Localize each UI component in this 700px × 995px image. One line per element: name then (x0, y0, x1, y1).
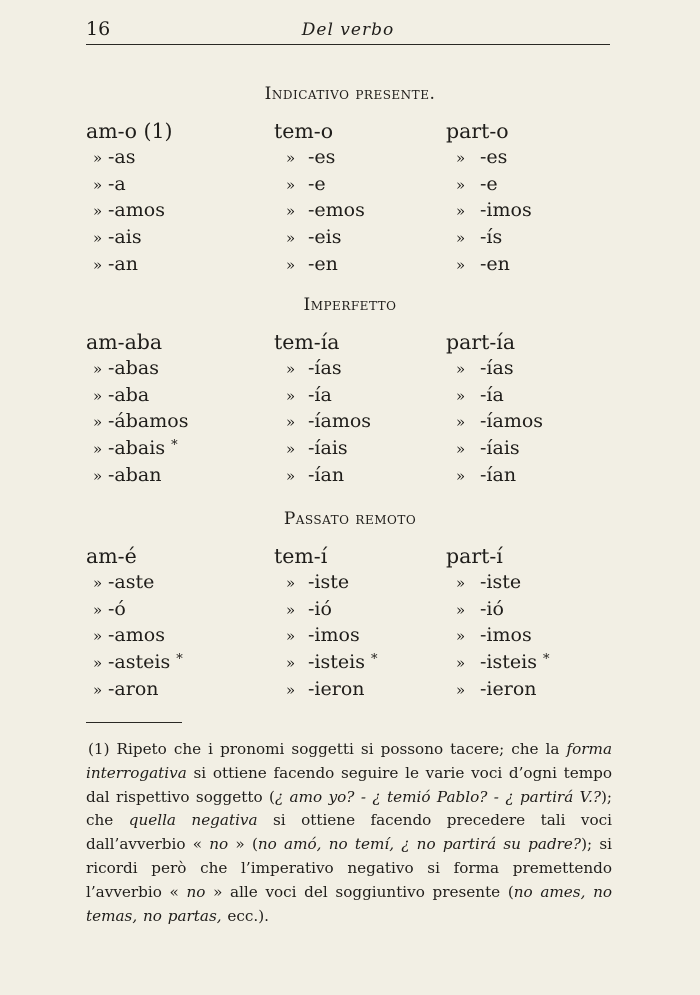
verb-form: -en (308, 252, 338, 275)
conjugation-cell (446, 598, 504, 620)
conjugation-cell (86, 384, 149, 406)
conjugation-cell (446, 651, 549, 673)
verb-form: -e (480, 172, 498, 195)
conjugation-cell (446, 384, 504, 406)
verb-form: -amos (108, 624, 165, 647)
ditto-mark: » (93, 600, 103, 619)
footnote-italic-text: quella negativa (128, 811, 258, 830)
verb-form: -ías (480, 356, 514, 379)
conjugation-cell (274, 357, 342, 379)
conjugation-cell (274, 410, 371, 432)
ditto-mark: » (286, 466, 296, 485)
footnote-text: si ottiene facendo precedere tali voci dall’avverbio « (86, 811, 612, 854)
ditto-mark: » (456, 654, 466, 673)
ditto-mark: » (286, 255, 296, 274)
verb-form: -es (480, 145, 508, 168)
ditto-mark: » (93, 175, 103, 194)
conjugation-cell (274, 678, 365, 700)
conjugation-row (86, 410, 646, 437)
conjugation-cell (86, 330, 162, 354)
ditto-mark: » (93, 148, 103, 167)
conjugation-row (86, 544, 646, 571)
conjugation-cell (86, 678, 159, 700)
ditto-mark: » (93, 255, 103, 274)
conjugation-cell (446, 146, 507, 168)
ditto-mark: » (93, 440, 103, 459)
conjugation-cell (274, 173, 326, 195)
conjugation-cell (274, 437, 348, 459)
verb-form: -a (108, 172, 126, 195)
verb-form: -íais (480, 437, 520, 460)
verb-form: tem-ía (274, 330, 340, 354)
verb-form: -imos (480, 624, 532, 647)
ditto-mark: » (456, 175, 466, 194)
ditto-mark: » (456, 466, 466, 485)
conjugation-row (86, 464, 646, 491)
verb-form: -aban (108, 463, 162, 486)
asterisk-mark: * (176, 652, 183, 668)
conjugation-cell (446, 330, 515, 354)
footnote-text: ); si ricordi però che l’imperativo negativo si forma premettendo l’avverbio « (86, 835, 612, 901)
ditto-mark: » (286, 573, 296, 592)
footnote-rule (86, 722, 182, 723)
ditto-mark: » (286, 600, 296, 619)
verb-form: -amos (108, 199, 165, 222)
ditto-mark: » (456, 680, 466, 699)
conjugation-cell (86, 598, 126, 620)
conjugation-row (86, 173, 646, 200)
verb-form: -ían (480, 463, 517, 486)
verb-form: -imos (308, 624, 360, 647)
verb-form: tem-í (274, 544, 328, 568)
footnote-italic-text: no (186, 882, 206, 901)
ditto-mark: » (286, 386, 296, 405)
verb-form: tem-o (274, 119, 334, 143)
conjugation-row (86, 384, 646, 411)
verb-form: -ió (308, 597, 332, 620)
footnote-paragraph (86, 738, 612, 928)
ditto-mark: » (93, 627, 103, 646)
verb-form: part-í (446, 544, 503, 568)
ditto-mark: » (456, 202, 466, 221)
conjugation-cell (446, 437, 520, 459)
footnote-italic-text: forma interrogativa (86, 740, 612, 782)
conjugation-row (86, 624, 646, 651)
conjugation-cell (446, 464, 516, 486)
conjugation-cell (446, 199, 532, 221)
asterisk-mark: * (370, 652, 378, 668)
verb-form: -ieron (480, 677, 537, 700)
verb-form: -ía (308, 383, 332, 406)
conjugation-row (86, 598, 646, 625)
asterisk-mark: * (171, 438, 178, 454)
conjugation-cell (86, 651, 183, 673)
conjugation-row (86, 571, 646, 598)
conjugation-cell (446, 253, 510, 275)
ditto-mark: » (456, 148, 466, 167)
conjugation-cell (86, 437, 178, 459)
conjugation-cell (274, 253, 338, 275)
ditto-mark: » (93, 386, 103, 405)
verb-form: -isteis (480, 651, 537, 674)
ditto-mark: » (456, 359, 466, 378)
ditto-mark: » (286, 627, 296, 646)
ditto-mark: » (456, 600, 466, 619)
footnote-text: ecc.). (221, 906, 269, 925)
page-header (86, 14, 610, 45)
conjugation-cell (274, 571, 349, 593)
page-number: 16 (86, 18, 111, 40)
ditto-mark: » (93, 229, 103, 248)
footnote-italic-text: no ames, no temas, no partas, (86, 882, 612, 925)
conjugation-cell (86, 544, 137, 568)
conjugation-cell (86, 146, 136, 168)
ditto-mark: » (286, 654, 296, 673)
ditto-mark: » (93, 359, 103, 378)
verb-form: -en (480, 252, 510, 275)
conjugation-row (86, 678, 646, 705)
conjugation-row (86, 226, 646, 253)
conjugation-cell (446, 173, 498, 195)
ditto-mark: » (93, 202, 103, 221)
footnote-italic-text: no amó, no temí, ¿ no partirá su padre? (257, 835, 582, 854)
conjugation-cell (446, 119, 509, 143)
footnote-text: » alle voci del soggiuntivo presente ( (205, 882, 514, 901)
conjugation-cell (446, 410, 543, 432)
conjugation-row (86, 651, 646, 678)
footnote-italic-text: no (209, 835, 229, 854)
section-title-indicativo-presente: Indicativo presente. (264, 84, 436, 104)
conjugation-cell (86, 624, 165, 646)
verb-form: -íais (308, 437, 348, 460)
conjugation-table-indicativo-presente (86, 119, 646, 280)
verb-form: -emos (308, 199, 365, 222)
conjugation-cell (274, 199, 365, 221)
verb-form: -es (308, 145, 336, 168)
verb-form: part-o (446, 119, 509, 143)
conjugation-cell (274, 146, 335, 168)
conjugation-cell (86, 357, 159, 379)
conjugation-table-imperfetto (86, 330, 646, 491)
conjugation-cell (86, 173, 126, 195)
conjugation-cell (274, 598, 332, 620)
conjugation-cell (86, 464, 161, 486)
verb-form: -asteis (108, 651, 171, 674)
verb-form: -aba (108, 383, 150, 406)
verb-form: -aste (108, 570, 155, 593)
conjugation-cell (86, 119, 172, 143)
footnote-text: » ( (228, 835, 258, 854)
verb-form: am-é (86, 544, 137, 568)
ditto-mark: » (286, 175, 296, 194)
verb-form: -ábamos (108, 410, 189, 433)
verb-form: -ía (480, 383, 504, 406)
conjugation-row (86, 357, 646, 384)
verb-form: -ieron (308, 677, 365, 700)
ditto-mark: » (456, 255, 466, 274)
conjugation-row (86, 119, 646, 146)
footnote-italic-text: ¿ amo yo? - ¿ temió Pablo? - ¿ partirá V.? (274, 787, 601, 806)
conjugation-row (86, 199, 646, 226)
verb-form: -íamos (480, 410, 544, 433)
ditto-mark: » (93, 680, 103, 699)
verb-form: -ais (108, 226, 142, 249)
ditto-mark: » (286, 680, 296, 699)
verb-form: -ían (308, 463, 345, 486)
conjugation-cell (274, 544, 327, 568)
conjugation-row (86, 437, 646, 464)
running-title: Del verbo (301, 20, 395, 40)
conjugation-cell (274, 226, 342, 248)
ditto-mark: » (286, 202, 296, 221)
asterisk-mark: * (542, 652, 550, 668)
ditto-mark: » (456, 440, 466, 459)
ditto-mark: » (286, 413, 296, 432)
ditto-mark: » (93, 466, 103, 485)
footnote-text: si ottiene facendo seguire le varie voci d’ogni tempo dal rispettivo soggetto ( (86, 763, 612, 806)
footnote (86, 738, 612, 928)
verb-form: -e (308, 172, 326, 195)
conjugation-cell (86, 571, 154, 593)
conjugation-cell (446, 544, 503, 568)
verb-form: -abas (108, 356, 159, 379)
conjugation-cell (446, 624, 532, 646)
verb-form: -abais (108, 437, 166, 460)
ditto-mark: » (456, 573, 466, 592)
ditto-mark: » (456, 627, 466, 646)
conjugation-cell (274, 384, 332, 406)
section-title-passato-remoto: Passato remoto (283, 509, 417, 529)
verb-form: -eis (308, 226, 342, 249)
conjugation-cell (274, 119, 333, 143)
verb-form: part-ía (446, 330, 516, 354)
verb-form: am-o (1) (86, 119, 173, 143)
verb-form: -ó (108, 597, 126, 620)
conjugation-cell (274, 651, 377, 673)
conjugation-cell (446, 226, 502, 248)
ditto-mark: » (286, 359, 296, 378)
ditto-mark: » (456, 386, 466, 405)
footnote-text: (1) Ripeto che i pronomi soggetti si possono tacere; che la (88, 740, 567, 758)
conjugation-cell (274, 464, 344, 486)
ditto-mark: » (286, 148, 296, 167)
verb-form: -ís (480, 226, 503, 249)
ditto-mark: » (93, 413, 103, 432)
conjugation-row (86, 330, 646, 357)
verb-form: -an (108, 252, 138, 275)
conjugation-cell (446, 678, 537, 700)
conjugation-cell (86, 410, 188, 432)
conjugation-cell (86, 253, 138, 275)
ditto-mark: » (456, 413, 466, 432)
conjugation-cell (86, 226, 142, 248)
verb-form: -íamos (308, 410, 372, 433)
verb-form: -ías (308, 356, 342, 379)
ditto-mark: » (456, 229, 466, 248)
conjugation-row (86, 146, 646, 173)
verb-form: -as (108, 145, 136, 168)
conjugation-cell (86, 199, 165, 221)
verb-form: -ió (480, 597, 504, 620)
verb-form: -isteis (308, 651, 365, 674)
section-title-imperfetto: Imperfetto (303, 295, 397, 315)
conjugation-cell (446, 357, 514, 379)
footnote-text: ); che (86, 787, 613, 830)
verb-form: -aron (108, 677, 159, 700)
conjugation-cell (446, 571, 521, 593)
verb-form: -iste (480, 570, 522, 593)
conjugation-cell (274, 330, 340, 354)
conjugation-cell (274, 624, 360, 646)
verb-form: -iste (308, 570, 350, 593)
ditto-mark: » (286, 440, 296, 459)
verb-form: am-aba (86, 330, 163, 354)
ditto-mark: » (93, 573, 103, 592)
ditto-mark: » (286, 229, 296, 248)
conjugation-table-passato-remoto (86, 544, 646, 705)
conjugation-row (86, 253, 646, 280)
verb-form: -imos (480, 199, 532, 222)
ditto-mark: » (93, 654, 103, 673)
